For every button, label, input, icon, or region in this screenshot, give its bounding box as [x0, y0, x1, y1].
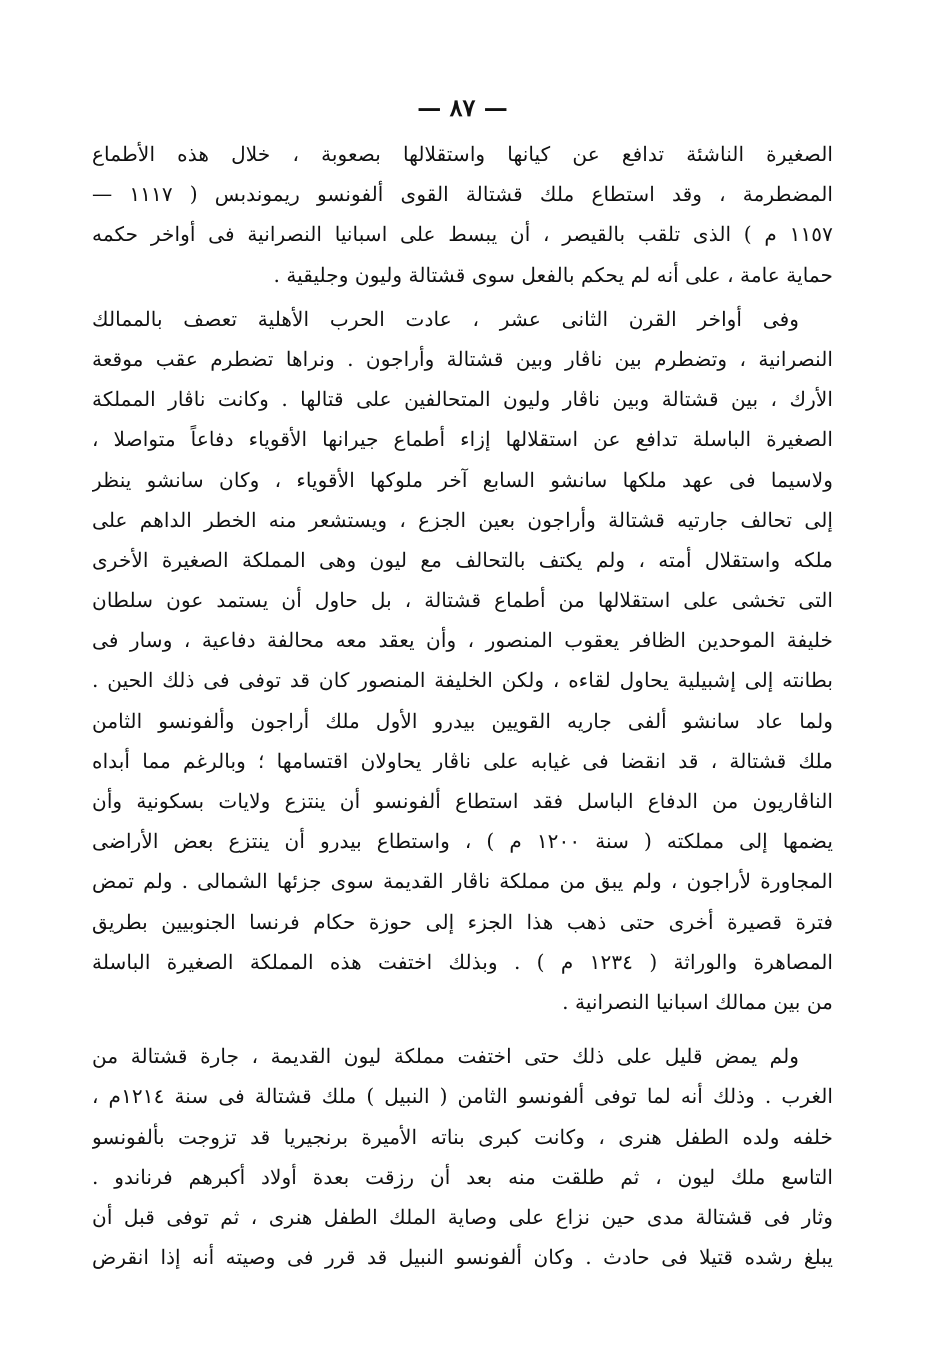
- text-line: المصاهرة والوراثة ( ١٢٣٤ م ) . وبذلك اختفت هذه المملكة الصغيرة الباسلة: [92, 949, 833, 974]
- text-line: التى تخشى على استقلالها من أطماع قشتالة ، بل حاول أن يستمد عون سلطان: [92, 588, 833, 613]
- text-line: ولما عاد سانشو ألفى جاريه القويين بيدرو الأول ملك أراجون وألفونسو الثامن: [92, 708, 833, 733]
- text-line: التاسع ملك ليون ، ثم طلقت منه بعد أن رزقت بعدة أولاد أكبرهم فرناندو .: [92, 1164, 833, 1189]
- text-line: الناڤاريون من الدفاع الباسل فقد استطاع ألفونسو أن ينتزع ولايات بسكونية وأن: [92, 789, 833, 813]
- text-line: حماية عامة ، على أنه لم يحكم بالفعل سوى قشتالة وليون وجليقية .: [273, 262, 833, 287]
- text-line: الصغيرة الناشئة تدافع عن كيانها واستقلالها بصعوبة ، خلال هذه الأطماع: [92, 142, 833, 166]
- text-line: ولاسيما فى عهد ملكها سانشو السابع آخر ملوكها الأقوياء ، وكان سانشو ينظر: [92, 467, 833, 492]
- text-line: إلى تحالف جارتيه قشتالة وأراجون بعين الجزع ، ويستشعر منه الخطر الداهم على: [92, 507, 833, 532]
- text-line: يبلغ رشده قتيلا فى حادث . وكان ألفونسو النبيل قد قرر فى وصيته أنه إذا انقرض: [92, 1245, 833, 1270]
- text-line: المضطرمة ، وقد استطاع ملك قشتالة القوى ألفونسو ريموندبس ( ١١١٧ —: [92, 182, 833, 207]
- paragraph-1: [92, 134, 833, 295]
- text-line: الغرب . وذلك أنه لما توفى ألفونسو الثامن ( النبيل ) ملك قشتالة فى سنة ١٢١٤م ،: [92, 1084, 833, 1109]
- text-line: خلفه ولده الطفل هنرى ، وكانت كبرى بناته الأميرة برنجيريا قد تزوجت بألفونسو: [92, 1124, 833, 1149]
- text-line: وثار فى قشتالة مدى حين نزاع على وصاية الملك الطفل هنرى ، ثم توفى قبل أن: [92, 1204, 833, 1229]
- text-line: ولم يمض قليل على ذلك حتى اختفت مملكة ليون القديمة ، جارة قشتالة من: [92, 1044, 799, 1069]
- text-line: يضمها إلى مملكته ( سنة ١٢٠٠ م ) ، واستطاع بيدرو أن ينتزع بعض الأراضى: [92, 829, 833, 854]
- paragraph-3: [92, 1036, 833, 1277]
- text-line: ملك قشتالة ، قد انقضا فى غيابه على ناڤار يحاولان اقتسامها ؛ وبالرغم مما أبداه: [92, 748, 833, 773]
- text-line: بطانته إلى إشبيلية يحاول لقاءه ، ولكن الخليفة المنصور كان قد توفى فى ذلك الحين .: [92, 668, 833, 693]
- text-line: خليفة الموحدين الظافر يعقوب المنصور ، وأن يعقد معه محالفة دفاعية ، وسار فى: [92, 628, 833, 653]
- page-number: — ٨٧ —: [417, 93, 508, 122]
- text-line: وفى أواخر القرن الثانى عشر ، عادت الحرب الأهلية تعصف بالممالك: [92, 306, 799, 331]
- paragraph-2: [92, 299, 833, 1022]
- text-line: الصغيرة الباسلة تدافع عن استقلالها إزاء أطماع جيرانها الأقوياء دفاعاً متواصلا ،: [92, 427, 833, 452]
- text-line: الأرك ، بين قشتالة وبين ناڤار وليون المتحالفين على قتالها . وكانت ناڤار المملكة: [92, 387, 833, 412]
- text-line: النصرانية ، وتضطرم بين ناڤار وبين قشتالة وأراجون . ونراها تضطرم عقب موقعة: [92, 346, 833, 371]
- text-line: فترة قصيرة أخرى حتى ذهب هذا الجزء إلى حوزة حكام فرنسا الجنوبيين بطريق: [92, 909, 833, 934]
- text-line: من بين ممالك اسبانيا النصرانية .: [562, 989, 833, 1014]
- text-line: المجاورة لأراجون ، ولم يبق من مملكة ناڤار القديمة سوى جزئها الشمالى . ولم تمض: [92, 869, 833, 894]
- text-line: ملكه واستقلال أمته ، ولم يكتف بالتحالف مع ليون وهى المملكة الصغيرة الأخرى: [92, 547, 833, 572]
- text-line: ١١٥٧ م ) الذى تلقب بالقيصر ، أن يبسط على اسبانيا النصرانية فى أواخر حكمه: [92, 222, 833, 247]
